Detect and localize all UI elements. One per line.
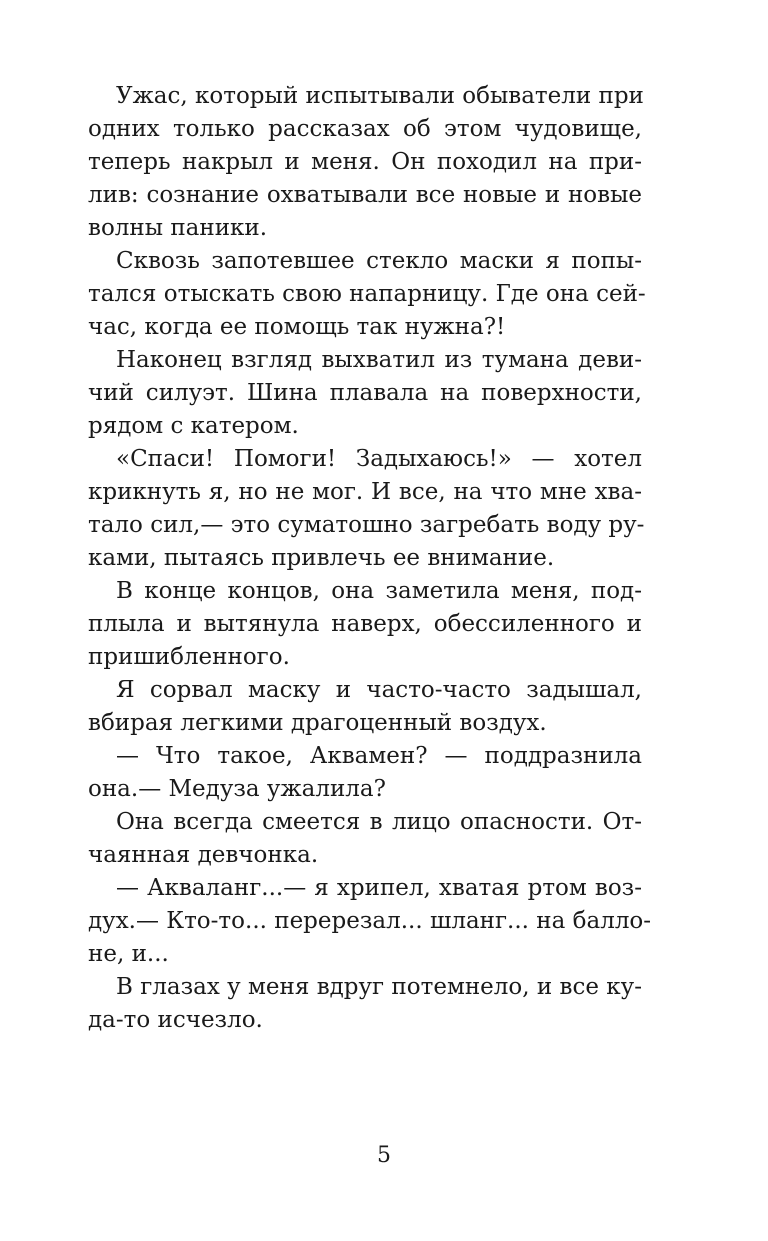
paragraph-5: [88, 575, 642, 674]
text-line: волны паники.: [88, 215, 268, 241]
text-line: час, когда ее помощь так нужна?!: [88, 314, 506, 340]
text-line: она.— Медуза ужалила?: [88, 776, 386, 802]
text-line: дух.— Кто-то... перерезал... шланг... на балло-: [88, 908, 652, 934]
paragraph-9: [88, 872, 652, 971]
text-line: «Спаси! Помоги! Задыхаюсь!» — хотел: [116, 446, 642, 472]
text-line: ками, пытаясь привлечь ее внимание.: [88, 545, 555, 571]
paragraph-3: [88, 344, 642, 443]
text-line: вбирая легкими драгоценный воздух.: [88, 710, 547, 736]
text-line: да-то исчезло.: [88, 1007, 263, 1033]
text-line: чий силуэт. Шина плавала на поверхности,: [88, 380, 642, 406]
text-line: тался отыскать свою напарницу. Где она сей-: [88, 281, 646, 307]
text-line: пришибленного.: [88, 644, 290, 670]
book-page-text: [88, 80, 652, 1037]
text-line: рядом с катером.: [88, 413, 299, 439]
paragraph-10: [88, 971, 642, 1037]
text-line: — Акваланг...— я хрипел, хватая ртом воз-: [116, 875, 642, 901]
text-line: одних только рассказах об этом чудовище,: [88, 116, 642, 142]
paragraph-4: [88, 443, 645, 575]
text-line: В конце концов, она заметила меня, под-: [116, 578, 642, 604]
paragraph-2: [88, 245, 646, 344]
text-line: — Что такое, Аквамен? — поддразнила: [116, 743, 642, 769]
paragraph-1: [88, 80, 642, 245]
text-line: крикнуть я, но не мог. И все, на что мне хва-: [88, 479, 642, 505]
text-line: Ужас, который испытывали обыватели при: [116, 83, 644, 109]
paragraph-8: [88, 806, 642, 872]
paragraph-7: [88, 740, 642, 806]
text-line: лив: сознание охватывали все новые и новые: [88, 182, 642, 208]
paragraph-6: [88, 674, 642, 740]
text-line: плыла и вытянула наверх, обессиленного и: [88, 611, 642, 637]
text-line: Я сорвал маску и часто-часто задышал,: [116, 677, 642, 703]
text-line: Сквозь запотевшее стекло маски я попы-: [116, 248, 642, 274]
text-line: Она всегда смеется в лицо опасности. От-: [116, 809, 642, 835]
text-line: чаянная девчонка.: [88, 842, 319, 868]
page-number: 5: [377, 1143, 391, 1168]
text-line: Наконец взгляд выхватил из тумана деви-: [116, 347, 642, 373]
text-line: не, и...: [88, 941, 169, 967]
text-line: теперь накрыл и меня. Он походил на при-: [88, 149, 642, 175]
text-line: тало сил,— это суматошно загребать воду ру-: [88, 512, 645, 538]
text-line: В глазах у меня вдруг потемнело, и все ку-: [116, 974, 642, 1000]
